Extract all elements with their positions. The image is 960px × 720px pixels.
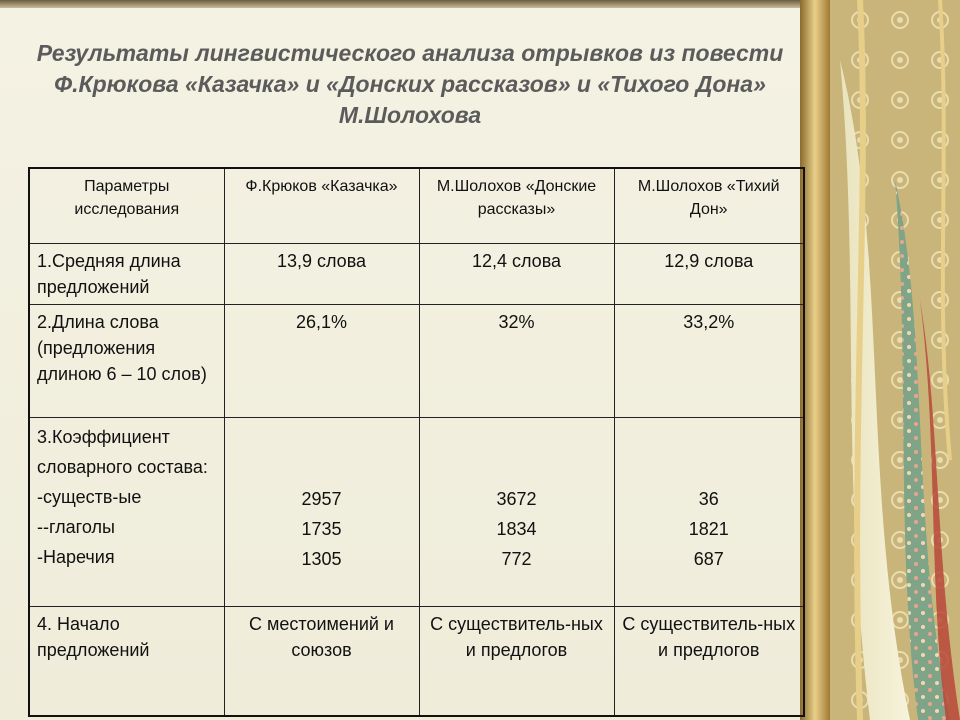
cell-value: С местоимений и союзов [224, 607, 419, 717]
header-sholokhov-donskie: М.Шолохов «Донские рассказы» [419, 168, 614, 244]
decorative-side-ornament [800, 0, 960, 720]
cell-value: 3672 [496, 489, 537, 509]
slide-title: Результаты лингвистического анализа отрывков из повести Ф.Крюкова «Казачка» и «Донских рассказов» и «Тихого Дона» М.Шолохова [36, 40, 784, 128]
cell-value-group [614, 418, 804, 607]
header-parameters: Параметры исследования [29, 168, 224, 244]
header-sholokhov-tikhiy-don: М.Шолохов «Тихий Дон» [614, 168, 804, 244]
param-line: 3.Коэффициент словарного состава: [37, 427, 208, 477]
cell-value: 772 [501, 549, 532, 569]
table-row [29, 418, 804, 607]
cell-value: 1821 [688, 519, 729, 539]
cell-value: 1834 [496, 519, 537, 539]
cell-value: 32% [419, 305, 614, 418]
cell-value-group [224, 418, 419, 607]
table-row [29, 244, 804, 305]
cell-value: 12,9 слова [614, 244, 804, 305]
param-line: -Наречия [37, 547, 115, 567]
table-row [29, 305, 804, 418]
table-row [29, 607, 804, 717]
cell-value: С существитель-ных и предлогов [419, 607, 614, 717]
param-word-length: 2.Длина слова (предложения длиною 6 – 10 слов) [29, 305, 224, 418]
cell-value: 1735 [301, 519, 342, 539]
table-header-row [29, 168, 804, 244]
cell-value: С существитель-ных и предлогов [614, 607, 804, 717]
cell-value: 33,2% [614, 305, 804, 418]
param-sentence-length: 1.Средняя длина предложений [29, 244, 224, 305]
cell-value: 2957 [301, 489, 342, 509]
analysis-table [28, 167, 805, 717]
cell-value: 12,4 слова [419, 244, 614, 305]
param-line: -существ-ые [37, 487, 142, 507]
cell-value: 13,9 слова [224, 244, 419, 305]
param-sentence-start: 4. Начало предложений [29, 607, 224, 717]
cell-value-group [419, 418, 614, 607]
header-krukov-kazachka: Ф.Крюков «Казачка» [224, 168, 419, 244]
param-vocabulary-coefficient [29, 418, 224, 607]
param-line: --глаголы [37, 517, 115, 537]
cell-value: 26,1% [224, 305, 419, 418]
top-frame-bar [0, 0, 830, 8]
cell-value: 36 [698, 489, 719, 509]
cell-value: 1305 [301, 549, 342, 569]
cell-value: 687 [693, 549, 724, 569]
